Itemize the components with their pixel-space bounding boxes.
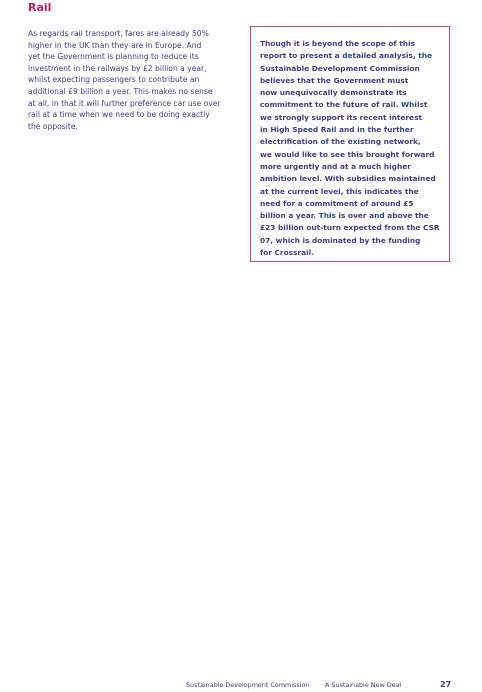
callout-line: billion a year. This is over and above the (260, 211, 429, 221)
callout-line: Sustainable Development Commission (260, 63, 420, 73)
body-line: higher in the UK than they are in Europe. And (28, 40, 202, 50)
callout-line: for Crossrail. (260, 248, 314, 258)
body-line: yet the Government is planning to reduce its (28, 52, 199, 62)
callout-line: electrification of the existing network, (260, 137, 421, 147)
page-number: 27 (440, 680, 452, 689)
body-line: investment in the railways by £2 billion a year, (28, 63, 207, 73)
callout-line: need for a commitment of around £5 (260, 198, 414, 208)
callout-line: more urgently and at a much higher (260, 161, 411, 171)
callout-line: now unequivocally demonstrate its (260, 88, 407, 98)
body-line: the opposite. (28, 121, 78, 131)
callout-line: Though it is beyond the scope of this (260, 39, 415, 48)
callout-line: believes that the Government must (260, 75, 409, 85)
callout-line: report to present a detailed analysis, the (260, 51, 433, 61)
body-line: at all, in that it will further preference car use over (28, 98, 221, 108)
body-line: As regards rail transport, fares are already 50% (28, 29, 209, 38)
callout-box (250, 26, 450, 262)
body-paragraph (28, 28, 233, 132)
callout-line: commitment to the future of rail. Whilst (260, 100, 428, 110)
callout-line: £23 billion out-turn expected from the CSR (260, 223, 440, 233)
callout-line: we would like to see this brought forward (260, 149, 435, 159)
callout-line: 07, which is dominated by the funding (260, 235, 421, 245)
body-line: rail at a time when we need to be doing exactly (28, 110, 210, 120)
callout-line: in High Speed Rail and in the further (260, 125, 414, 135)
callout-line: at the current level, this indicates the (260, 186, 419, 196)
callout-line: we strongly support its recent interest (260, 112, 422, 122)
body-line: whilst expecting passengers to contribute an (28, 75, 200, 85)
callout-line: ambition level. With subsidies maintained (260, 174, 436, 184)
body-line: additional £9 billion a year. This makes no sense (28, 86, 213, 96)
footer-document-title: A Sustainable New Deal (325, 681, 402, 689)
footer-organisation: Sustainable Development Commission (186, 681, 310, 689)
section-heading: Rail (28, 1, 52, 14)
